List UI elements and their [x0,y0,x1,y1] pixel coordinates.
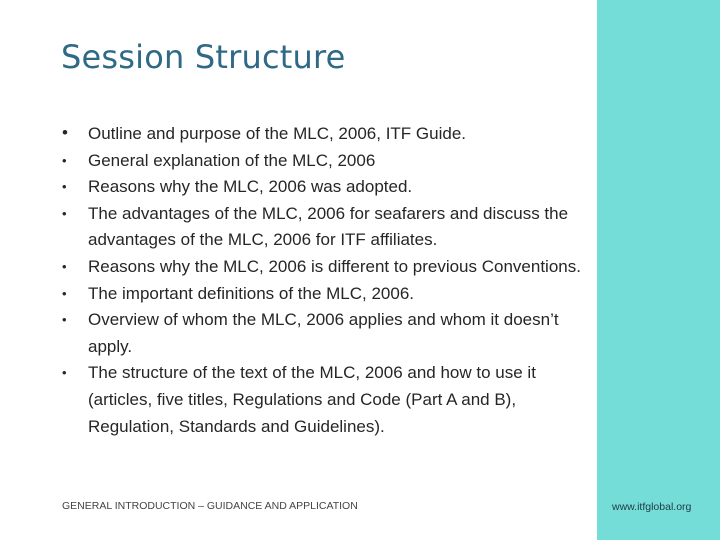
bullet-icon: • [62,179,67,195]
bullet-item [62,254,582,281]
bullet-text: The important definitions of the MLC, 2006. [88,283,415,303]
bullet-icon: • [62,312,67,328]
bullet-item [62,281,582,308]
bullet-item [62,121,582,148]
bullet-item [62,174,582,201]
bullet-text: Overview of whom the MLC, 2006 applies and whom it doesn’t apply. [88,310,559,356]
bullet-icon: • [62,285,67,301]
slide-title: Session Structure [61,38,346,76]
bullet-icon: • [62,258,67,274]
website-link[interactable]: www.itfglobal.org [612,501,692,513]
bullet-item [62,360,582,440]
footer-text: GENERAL INTRODUCTION – GUIDANCE AND APPLICATION [62,500,358,512]
bullet-text: The advantages of the MLC, 2006 for seafarers and discuss the advantages of the MLC, 2006 for ITF affiliates. [88,203,569,250]
accent-side-panel [597,0,720,540]
bullet-icon: • [62,365,67,381]
bullet-text: Reasons why the MLC, 2006 was adopted. [88,177,413,197]
bullet-text: The structure of the text of the MLC, 2006 and how to use it (articles, five titles, Regulations and Code (Part A and B), Regulation, Standards and Guidelines). [88,363,536,436]
bullet-text: Reasons why the MLC, 2006 is different to previous Conventions. [88,256,581,276]
bullet-text: General explanation of the MLC, 2006 [88,150,376,170]
bullet-icon: • [62,205,67,221]
bullet-text: Outline and purpose of the MLC, 2006, ITF Guide. [88,124,466,143]
bullet-item [62,148,582,175]
bullet-icon: • [62,152,67,168]
bullet-list [62,121,582,440]
bullet-item [62,201,582,254]
bullet-item [62,307,582,360]
bullet-icon: • [62,123,68,142]
